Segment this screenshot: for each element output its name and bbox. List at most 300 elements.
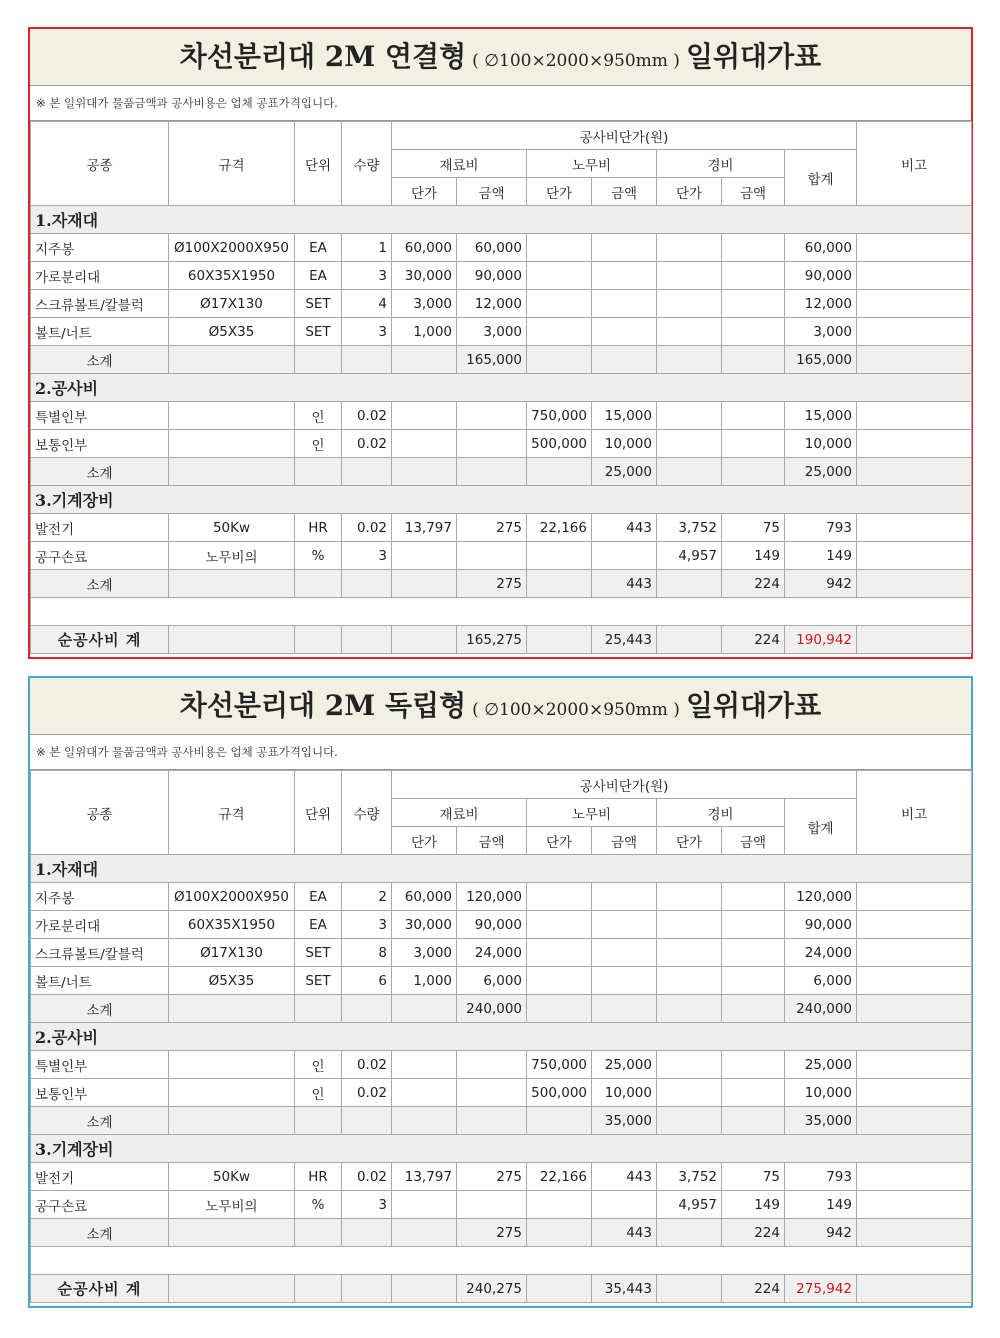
table-row <box>31 234 972 262</box>
subtotal-material: 165,000 <box>457 346 527 374</box>
subtotal-expense <box>722 1107 785 1135</box>
section-row <box>31 486 972 514</box>
header-work: 공종 <box>31 771 169 855</box>
row-total: 90,000 <box>785 262 857 290</box>
empty-cell <box>169 1107 295 1135</box>
material-unit-price: 3,000 <box>392 290 457 318</box>
title-dimension: ( ∅100×2000×950mm ) <box>472 51 680 71</box>
row-total: 90,000 <box>785 911 857 939</box>
item-name: 가로분리대 <box>31 262 169 290</box>
expense-unit-price <box>657 234 722 262</box>
empty-cell <box>857 1275 972 1303</box>
empty-cell <box>657 995 722 1023</box>
item-name: 특별인부 <box>31 1051 169 1079</box>
item-name: 보통인부 <box>31 430 169 458</box>
sheet-independent <box>28 676 973 1308</box>
header-unit-price: 단가 <box>392 827 457 855</box>
subtotal-total: 942 <box>785 570 857 598</box>
table-row <box>31 1079 972 1107</box>
subtotal-label: 소계 <box>31 570 169 598</box>
item-qty: 4 <box>342 290 392 318</box>
header-row <box>31 122 972 150</box>
empty-cell <box>527 570 592 598</box>
empty-cell <box>657 1107 722 1135</box>
expense-amount: 149 <box>722 542 785 570</box>
header-cost-group: 공사비단가(원) <box>392 771 857 799</box>
item-qty: 3 <box>342 911 392 939</box>
item-name: 볼트/너트 <box>31 318 169 346</box>
labor-unit-price <box>527 262 592 290</box>
row-remark <box>857 1191 972 1219</box>
header-total: 합계 <box>785 799 857 855</box>
material-amount: 90,000 <box>457 262 527 290</box>
empty-cell <box>295 458 342 486</box>
section-title: 3.기계장비 <box>31 1135 972 1163</box>
labor-unit-price <box>527 290 592 318</box>
row-total: 12,000 <box>785 290 857 318</box>
item-qty: 3 <box>342 1191 392 1219</box>
subtotal-material: 275 <box>457 570 527 598</box>
subtotal-expense: 224 <box>722 1219 785 1247</box>
material-unit-price: 60,000 <box>392 234 457 262</box>
empty-cell <box>657 458 722 486</box>
table-row <box>31 939 972 967</box>
expense-unit-price: 3,752 <box>657 1163 722 1191</box>
subtotal-labor <box>592 995 657 1023</box>
header-amount: 금액 <box>457 827 527 855</box>
empty-cell <box>527 1275 592 1303</box>
header-material: 재료비 <box>392 150 527 178</box>
empty-cell <box>527 1107 592 1135</box>
item-unit: HR <box>295 514 342 542</box>
subtotal-material: 275 <box>457 1219 527 1247</box>
table-row <box>31 967 972 995</box>
expense-unit-price <box>657 262 722 290</box>
labor-unit-price <box>527 318 592 346</box>
subtotal-expense <box>722 346 785 374</box>
row-total: 15,000 <box>785 402 857 430</box>
row-total: 3,000 <box>785 318 857 346</box>
labor-unit-price: 750,000 <box>527 402 592 430</box>
labor-amount: 10,000 <box>592 1079 657 1107</box>
labor-unit-price <box>527 1191 592 1219</box>
subtotal-total: 240,000 <box>785 995 857 1023</box>
item-unit: EA <box>295 234 342 262</box>
subtotal-total: 165,000 <box>785 346 857 374</box>
item-spec: 노무비의 <box>169 542 295 570</box>
empty-cell <box>169 626 295 654</box>
material-amount <box>457 1191 527 1219</box>
row-total: 6,000 <box>785 967 857 995</box>
expense-amount <box>722 939 785 967</box>
labor-amount <box>592 262 657 290</box>
section-row <box>31 1135 972 1163</box>
item-name: 볼트/너트 <box>31 967 169 995</box>
item-spec: 노무비의 <box>169 1191 295 1219</box>
subtotal-labor <box>592 346 657 374</box>
item-spec <box>169 402 295 430</box>
grand-total-value: 190,942 <box>785 626 857 654</box>
header-labor: 노무비 <box>527 150 657 178</box>
row-remark <box>857 290 972 318</box>
grand-total-label: 순공사비 계 <box>31 626 169 654</box>
material-unit-price <box>392 402 457 430</box>
expense-unit-price: 4,957 <box>657 1191 722 1219</box>
table-row <box>31 911 972 939</box>
labor-amount: 443 <box>592 1163 657 1191</box>
empty-cell <box>392 995 457 1023</box>
header-unit: 단위 <box>295 122 342 206</box>
item-name: 공구손료 <box>31 542 169 570</box>
expense-unit-price <box>657 939 722 967</box>
material-unit-price: 1,000 <box>392 967 457 995</box>
row-total: 24,000 <box>785 939 857 967</box>
title-suffix: 일위대가표 <box>685 40 822 73</box>
item-unit: HR <box>295 1163 342 1191</box>
header-amount: 금액 <box>722 827 785 855</box>
subtotal-label: 소계 <box>31 1219 169 1247</box>
header-remark: 비고 <box>857 122 972 206</box>
header-row <box>31 771 972 799</box>
header-qty: 수량 <box>342 771 392 855</box>
subtotal-row <box>31 570 972 598</box>
grand-total-value: 275,942 <box>785 1275 857 1303</box>
header-amount: 금액 <box>592 827 657 855</box>
material-amount: 275 <box>457 514 527 542</box>
grand-total-row <box>31 1275 972 1303</box>
section-row <box>31 855 972 883</box>
empty-cell <box>392 570 457 598</box>
empty-cell <box>169 1219 295 1247</box>
labor-amount <box>592 939 657 967</box>
row-remark <box>857 967 972 995</box>
item-name: 발전기 <box>31 1163 169 1191</box>
subtotal-expense <box>722 458 785 486</box>
material-amount <box>457 430 527 458</box>
row-remark <box>857 542 972 570</box>
header-remark: 비고 <box>857 771 972 855</box>
header-expense: 경비 <box>657 150 785 178</box>
empty-cell <box>392 458 457 486</box>
material-amount <box>457 1051 527 1079</box>
subtotal-labor: 25,000 <box>592 458 657 486</box>
empty-cell <box>295 1219 342 1247</box>
row-total: 10,000 <box>785 430 857 458</box>
empty-cell <box>657 1219 722 1247</box>
material-amount: 120,000 <box>457 883 527 911</box>
empty-cell <box>392 1107 457 1135</box>
row-remark <box>857 939 972 967</box>
grand-total-label: 순공사비 계 <box>31 1275 169 1303</box>
labor-amount: 10,000 <box>592 430 657 458</box>
empty-cell <box>657 346 722 374</box>
header-material: 재료비 <box>392 799 527 827</box>
subtotal-total: 35,000 <box>785 1107 857 1135</box>
item-name: 지주봉 <box>31 883 169 911</box>
header-expense: 경비 <box>657 799 785 827</box>
subtotal-row <box>31 995 972 1023</box>
section-title: 3.기계장비 <box>31 486 972 514</box>
item-qty: 6 <box>342 967 392 995</box>
spacer-cell <box>31 598 972 626</box>
labor-unit-price <box>527 911 592 939</box>
expense-amount <box>722 234 785 262</box>
item-unit: SET <box>295 939 342 967</box>
empty-cell <box>169 458 295 486</box>
subtotal-labor: 35,000 <box>592 1107 657 1135</box>
labor-amount <box>592 290 657 318</box>
subtotal-row <box>31 346 972 374</box>
empty-cell <box>657 1275 722 1303</box>
expense-amount <box>722 911 785 939</box>
row-remark <box>857 1051 972 1079</box>
header-amount: 금액 <box>722 178 785 206</box>
row-remark <box>857 514 972 542</box>
item-qty: 8 <box>342 939 392 967</box>
item-unit: 인 <box>295 1051 342 1079</box>
item-name: 지주봉 <box>31 234 169 262</box>
expense-unit-price <box>657 1051 722 1079</box>
item-unit: 인 <box>295 430 342 458</box>
material-amount <box>457 402 527 430</box>
row-total: 10,000 <box>785 1079 857 1107</box>
empty-cell <box>169 570 295 598</box>
item-spec: Ø5X35 <box>169 318 295 346</box>
expense-amount <box>722 1051 785 1079</box>
empty-cell <box>392 1275 457 1303</box>
empty-cell <box>342 1219 392 1247</box>
labor-amount <box>592 883 657 911</box>
grand-total-labor: 35,443 <box>592 1275 657 1303</box>
table-row <box>31 402 972 430</box>
table-row <box>31 262 972 290</box>
empty-cell <box>392 1219 457 1247</box>
table-row <box>31 318 972 346</box>
material-amount: 12,000 <box>457 290 527 318</box>
section-title: 2.공사비 <box>31 374 972 402</box>
material-unit-price: 3,000 <box>392 939 457 967</box>
material-unit-price: 30,000 <box>392 911 457 939</box>
subtotal-row <box>31 458 972 486</box>
labor-amount: 443 <box>592 514 657 542</box>
subtotal-label: 소계 <box>31 995 169 1023</box>
sheet-note: ※ 본 일위대가 물품금액과 공사비용은 업체 공표가격입니다. <box>30 86 971 121</box>
grand-total-labor: 25,443 <box>592 626 657 654</box>
item-spec: Ø17X130 <box>169 290 295 318</box>
expense-unit-price <box>657 318 722 346</box>
section-title: 1.자재대 <box>31 855 972 883</box>
expense-amount <box>722 318 785 346</box>
empty-cell <box>527 995 592 1023</box>
table-row <box>31 290 972 318</box>
title-suffix: 일위대가표 <box>685 689 822 722</box>
expense-unit-price <box>657 430 722 458</box>
header-unit-price: 단가 <box>657 827 722 855</box>
material-unit-price: 60,000 <box>392 883 457 911</box>
item-unit: % <box>295 542 342 570</box>
item-name: 스크류볼트/칼블럭 <box>31 939 169 967</box>
expense-amount: 75 <box>722 1163 785 1191</box>
material-amount: 275 <box>457 1163 527 1191</box>
header-amount: 금액 <box>592 178 657 206</box>
header-unit: 단위 <box>295 771 342 855</box>
section-row <box>31 374 972 402</box>
expense-amount <box>722 430 785 458</box>
labor-unit-price: 500,000 <box>527 430 592 458</box>
row-remark <box>857 318 972 346</box>
table-row <box>31 1191 972 1219</box>
empty-cell <box>295 1107 342 1135</box>
grand-total-material: 165,275 <box>457 626 527 654</box>
item-spec: 50Kw <box>169 514 295 542</box>
labor-unit-price <box>527 939 592 967</box>
spacer-cell <box>31 1247 972 1275</box>
subtotal-label: 소계 <box>31 1107 169 1135</box>
material-amount: 3,000 <box>457 318 527 346</box>
subtotal-material <box>457 1107 527 1135</box>
labor-amount <box>592 234 657 262</box>
empty-cell <box>295 1275 342 1303</box>
section-title: 1.자재대 <box>31 206 972 234</box>
empty-cell <box>169 1275 295 1303</box>
sheet-note: ※ 본 일위대가 물품금액과 공사비용은 업체 공표가격입니다. <box>30 735 971 770</box>
title-main: 차선분리대 2M 연결형 <box>179 40 467 73</box>
empty-cell <box>342 995 392 1023</box>
material-unit-price: 13,797 <box>392 514 457 542</box>
item-unit: EA <box>295 911 342 939</box>
expense-unit-price <box>657 1079 722 1107</box>
item-qty: 0.02 <box>342 1051 392 1079</box>
subtotal-labor: 443 <box>592 570 657 598</box>
empty-cell <box>295 626 342 654</box>
grand-total-expense: 224 <box>722 626 785 654</box>
expense-amount <box>722 402 785 430</box>
item-qty: 3 <box>342 262 392 290</box>
empty-cell <box>392 626 457 654</box>
grand-total-material: 240,275 <box>457 1275 527 1303</box>
empty-cell <box>857 570 972 598</box>
subtotal-total: 25,000 <box>785 458 857 486</box>
expense-unit-price <box>657 402 722 430</box>
grand-total-expense: 224 <box>722 1275 785 1303</box>
empty-cell <box>657 570 722 598</box>
material-amount: 6,000 <box>457 967 527 995</box>
expense-amount <box>722 883 785 911</box>
item-unit: 인 <box>295 1079 342 1107</box>
table-row <box>31 1051 972 1079</box>
labor-amount <box>592 967 657 995</box>
material-unit-price <box>392 542 457 570</box>
item-unit: SET <box>295 290 342 318</box>
item-qty: 0.02 <box>342 514 392 542</box>
empty-cell <box>295 346 342 374</box>
expense-unit-price: 3,752 <box>657 514 722 542</box>
labor-unit-price <box>527 883 592 911</box>
labor-unit-price <box>527 967 592 995</box>
item-spec: 60X35X1950 <box>169 911 295 939</box>
subtotal-material <box>457 458 527 486</box>
item-spec <box>169 430 295 458</box>
header-unit-price: 단가 <box>657 178 722 206</box>
labor-unit-price: 22,166 <box>527 514 592 542</box>
row-remark <box>857 430 972 458</box>
subtotal-expense: 224 <box>722 570 785 598</box>
item-name: 특별인부 <box>31 402 169 430</box>
header-work: 공종 <box>31 122 169 206</box>
item-qty: 0.02 <box>342 1163 392 1191</box>
material-unit-price <box>392 1051 457 1079</box>
empty-cell <box>342 1107 392 1135</box>
table-row <box>31 883 972 911</box>
expense-unit-price <box>657 911 722 939</box>
table-row <box>31 430 972 458</box>
table-row <box>31 1163 972 1191</box>
expense-amount <box>722 1079 785 1107</box>
labor-amount <box>592 542 657 570</box>
labor-unit-price <box>527 542 592 570</box>
expense-unit-price <box>657 290 722 318</box>
empty-cell <box>857 626 972 654</box>
labor-amount: 15,000 <box>592 402 657 430</box>
labor-amount <box>592 1191 657 1219</box>
item-qty: 0.02 <box>342 1079 392 1107</box>
item-spec: Ø100X2000X950 <box>169 883 295 911</box>
empty-cell <box>527 458 592 486</box>
row-total: 149 <box>785 542 857 570</box>
item-spec: 60X35X1950 <box>169 262 295 290</box>
header-labor: 노무비 <box>527 799 657 827</box>
material-unit-price <box>392 1079 457 1107</box>
table-row <box>31 542 972 570</box>
subtotal-row <box>31 1219 972 1247</box>
title-main: 차선분리대 2M 독립형 <box>179 689 467 722</box>
row-total: 149 <box>785 1191 857 1219</box>
expense-amount <box>722 262 785 290</box>
item-unit: 인 <box>295 402 342 430</box>
labor-amount <box>592 318 657 346</box>
labor-unit-price: 750,000 <box>527 1051 592 1079</box>
row-remark <box>857 911 972 939</box>
item-spec: Ø5X35 <box>169 967 295 995</box>
empty-cell <box>857 1219 972 1247</box>
header-spec: 규격 <box>169 771 295 855</box>
expense-amount: 149 <box>722 1191 785 1219</box>
item-name: 가로분리대 <box>31 911 169 939</box>
expense-amount <box>722 967 785 995</box>
item-name: 보통인부 <box>31 1079 169 1107</box>
empty-cell <box>857 346 972 374</box>
item-qty: 0.02 <box>342 430 392 458</box>
item-unit: EA <box>295 883 342 911</box>
item-spec: Ø100X2000X950 <box>169 234 295 262</box>
material-amount: 24,000 <box>457 939 527 967</box>
item-unit: SET <box>295 318 342 346</box>
item-spec: 50Kw <box>169 1163 295 1191</box>
material-unit-price <box>392 430 457 458</box>
sheet-title <box>30 678 971 735</box>
row-total: 25,000 <box>785 1051 857 1079</box>
labor-unit-price: 22,166 <box>527 1163 592 1191</box>
expense-unit-price <box>657 883 722 911</box>
row-remark <box>857 234 972 262</box>
header-unit-price: 단가 <box>392 178 457 206</box>
spacer-row <box>31 598 972 626</box>
subtotal-material: 240,000 <box>457 995 527 1023</box>
row-total: 60,000 <box>785 234 857 262</box>
empty-cell <box>392 346 457 374</box>
section-title: 2.공사비 <box>31 1023 972 1051</box>
labor-amount: 25,000 <box>592 1051 657 1079</box>
